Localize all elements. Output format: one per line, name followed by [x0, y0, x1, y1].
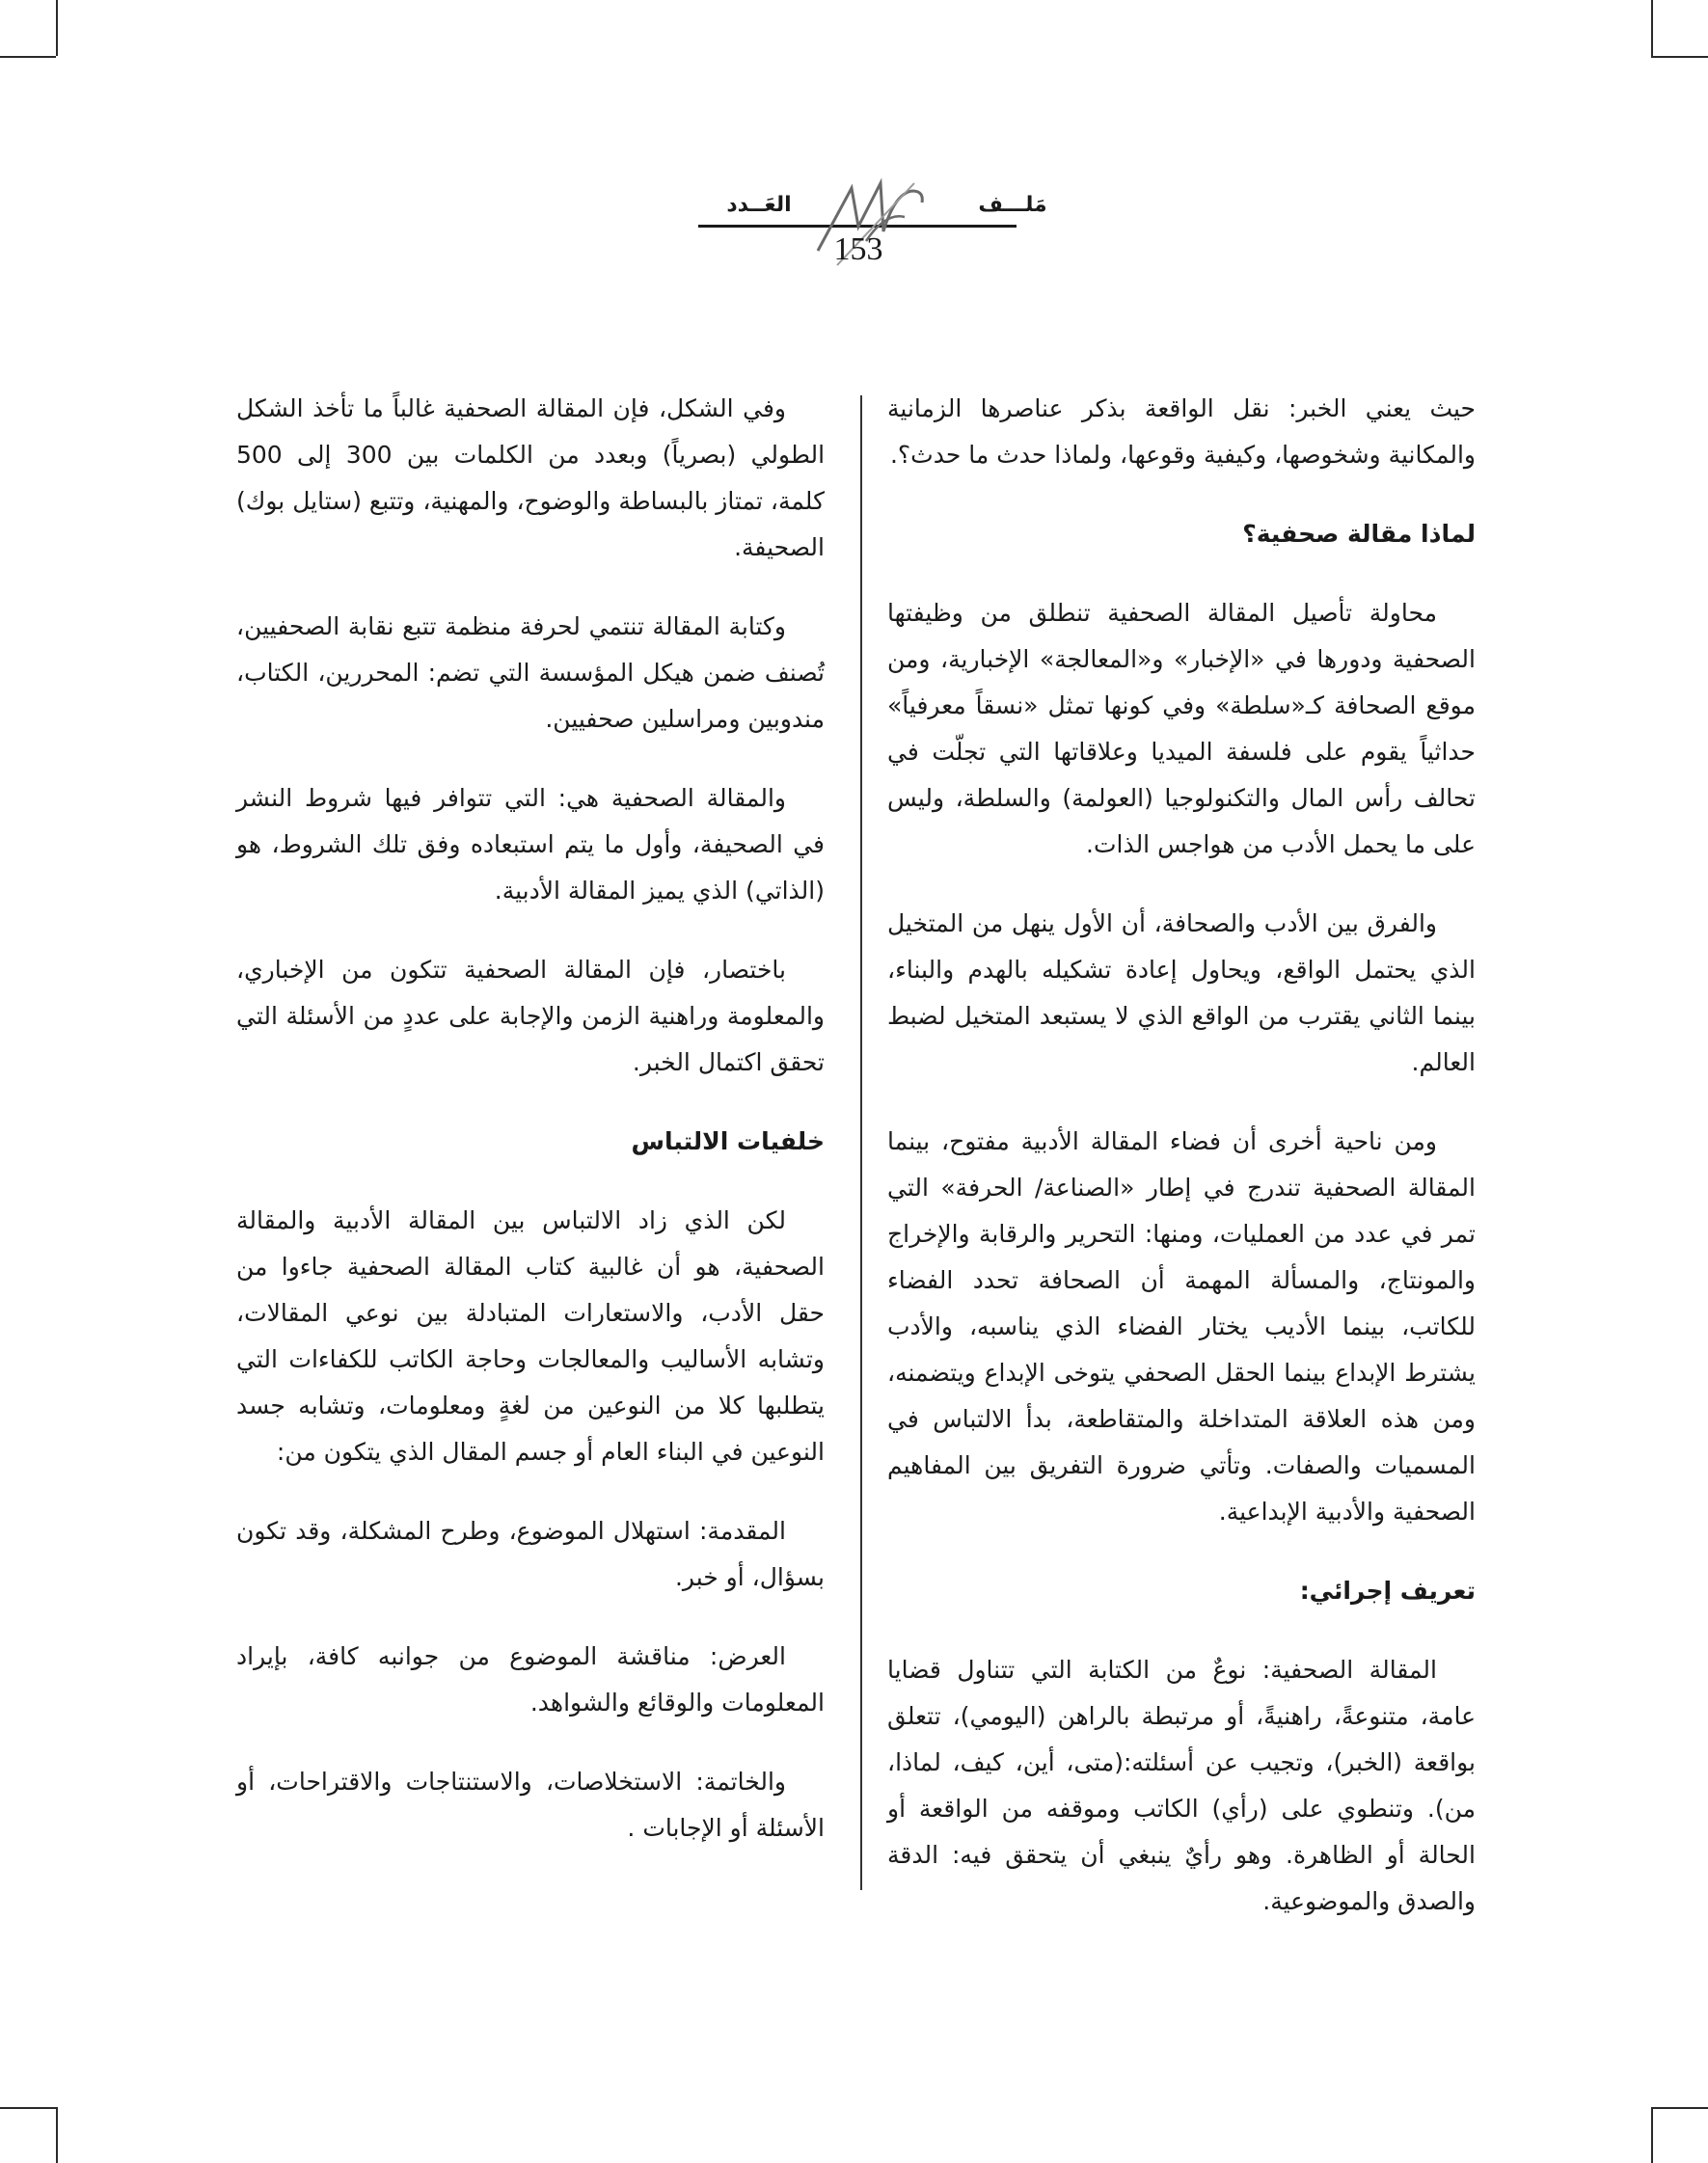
paragraph: والمقالة الصحفية هي: التي تتوافر فيها شروط النشر في الصحيفة، وأول ما يتم استبعاده وفق تلك الشروط، هو (الذاتي) الذي يميز المقالة الأدبية. [236, 784, 825, 905]
crop-mark-top-right-h [1651, 56, 1708, 58]
paragraph: والفرق بين الأدب والصحافة، أن الأول ينهل من المتخيل الذي يحتمل الواقع، ويحاول إعادة تشكيله بالهدم والبناء، بينما الثاني يقترب من الواقع الذي لا يستبعد المتخيل لضبط العالم. [887, 909, 1476, 1076]
crop-mark-top-left-h [0, 56, 56, 58]
crop-mark-top-left [56, 0, 58, 56]
crop-mark-bottom-right-h [1651, 2107, 1708, 2109]
right-column [887, 386, 1476, 1958]
paragraph: والخاتمة: الاستخلاصات، والاستنتاجات والاقتراحات، أو الأسئلة أو الإجابات . [236, 1768, 825, 1842]
paragraph: العرض: مناقشة الموضوع من جوانبه كافة، بإيراد المعلومات والوقائع والشواهد. [236, 1642, 825, 1717]
paragraph: وفي الشكل، فإن المقالة الصحفية غالباً ما تأخذ الشكل الطولي (بصرياً) وبعدد من الكلمات بين 300 إلى 500 كلمة، تمتاز بالبساطة والوضوح، والمهنية، وتتبع (ستايل بوك) الصحيفة. [236, 394, 826, 561]
section-heading: خلفيات الالتباس [631, 1127, 825, 1155]
paragraph: المقدمة: استهلال الموضوع، وطرح المشكلة، وقد تكون بسؤال، أو خبر. [236, 1517, 825, 1591]
left-column [236, 386, 825, 1884]
paragraph: محاولة تأصيل المقالة الصحفية تنطلق من وظيفتها الصحفية ودورها في «الإخبار» و«المعالجة» الإخبارية، ومن موقع الصحافة كـ«سلطة» وفي كونها تمثل «نسقاً معرفياً» حداثياً يقوم على فلسفة الميديا وعلاقاتها التي تجلّت في تحالف رأس المال والتكنولوجيا (العولمة) والسلطة، وليس على ما يحمل الأدب من هواجس الذات. [887, 599, 1476, 858]
paragraph: حيث يعني الخبر: نقل الواقعة بذكر عناصرها الزمانية والمكانية وشخوصها، وكيفية وقوعها، ولماذا حدث ما حدث؟. [887, 394, 1476, 469]
paragraph: باختصار، فإن المقالة الصحفية تتكون من الإخباري، والمعلومة وراهنية الزمن والإجابة على عددٍ من الأسئلة التي تحقق اكتمال الخبر. [236, 956, 825, 1076]
crop-mark-bottom-left [56, 2107, 58, 2163]
crop-mark-bottom-left-h [0, 2107, 56, 2109]
section-heading: لماذا مقالة صحفية؟ [1242, 520, 1476, 548]
section-label: مَلـــف [978, 193, 1047, 217]
page-header [0, 174, 1708, 289]
crop-mark-bottom-right [1651, 2107, 1653, 2163]
page-number: 153 [833, 231, 883, 267]
paragraph: ومن ناحية أخرى أن فضاء المقالة الأدبية مفتوح، بينما المقالة الصحفية تندرج في إطار «الصناعة/ الحرفة» التي تمر في عدد من العمليات، ومنها: التحرير والرقابة والإخراج والمونتاج، والمسألة المهمة أن الصحافة تحدد الفضاء للكاتب، بينما الأديب يختار الفضاء الذي يناسبه، والأدب يشترط الإبداع بينما الحقل الصحفي يتوخى الإبداع ويتضمنه، ومن هذه العلاقة المتداخلة والمتقاطعة، بدأ الالتباس في المسميات والصفات. وتأتي ضرورة التفريق بين المفاهيم الصحفية والأدبية الإبداعية. [887, 1127, 1476, 1526]
paragraph: وكتابة المقالة تنتمي لحرفة منظمة تتبع نقابة الصحفيين، تُصنف ضمن هيكل المؤسسة التي تضم: المحررين، الكتاب، مندوبين ومراسلين صحفيين. [236, 612, 825, 733]
section-heading: تعريف إجرائي: [1299, 1577, 1476, 1605]
issue-label: العَــدد [726, 193, 792, 217]
paragraph: المقالة الصحفية: نوعٌ من الكتابة التي تتناول قضايا عامة، متنوعةً، راهنيةً، أو مرتبطة بالراهن (اليومي)، تتعلق بواقعة (الخبر)، وتجيب عن أسئلته:(متى، أين، كيف، لماذا، من). وتنطوي على (رأي) الكاتب وموقفه من الواقعة أو الحالة أو الظاهرة. وهو رأيٌ ينبغي أن يتحقق فيه: الدقة والصدق والموضوعية. [887, 1656, 1476, 1915]
crop-mark-top-right [1651, 0, 1653, 56]
column-divider [860, 395, 862, 1890]
paragraph: لكن الذي زاد الالتباس بين المقالة الأدبية والمقالة الصحفية، هو أن غالبية كتاب المقالة الصحفية جاءوا من حقل الأدب، والاستعارات المتبادلة بين نوعي المقالات، وتشابه الأساليب والمعالجات وحاجة الكاتب للكفاءات التي يتطلبها كلا من النوعين من لغةٍ ومعلومات، وتشابه جسد النوعين في البناء العام أو جسم المقال الذي يتكون من: [236, 1206, 825, 1466]
